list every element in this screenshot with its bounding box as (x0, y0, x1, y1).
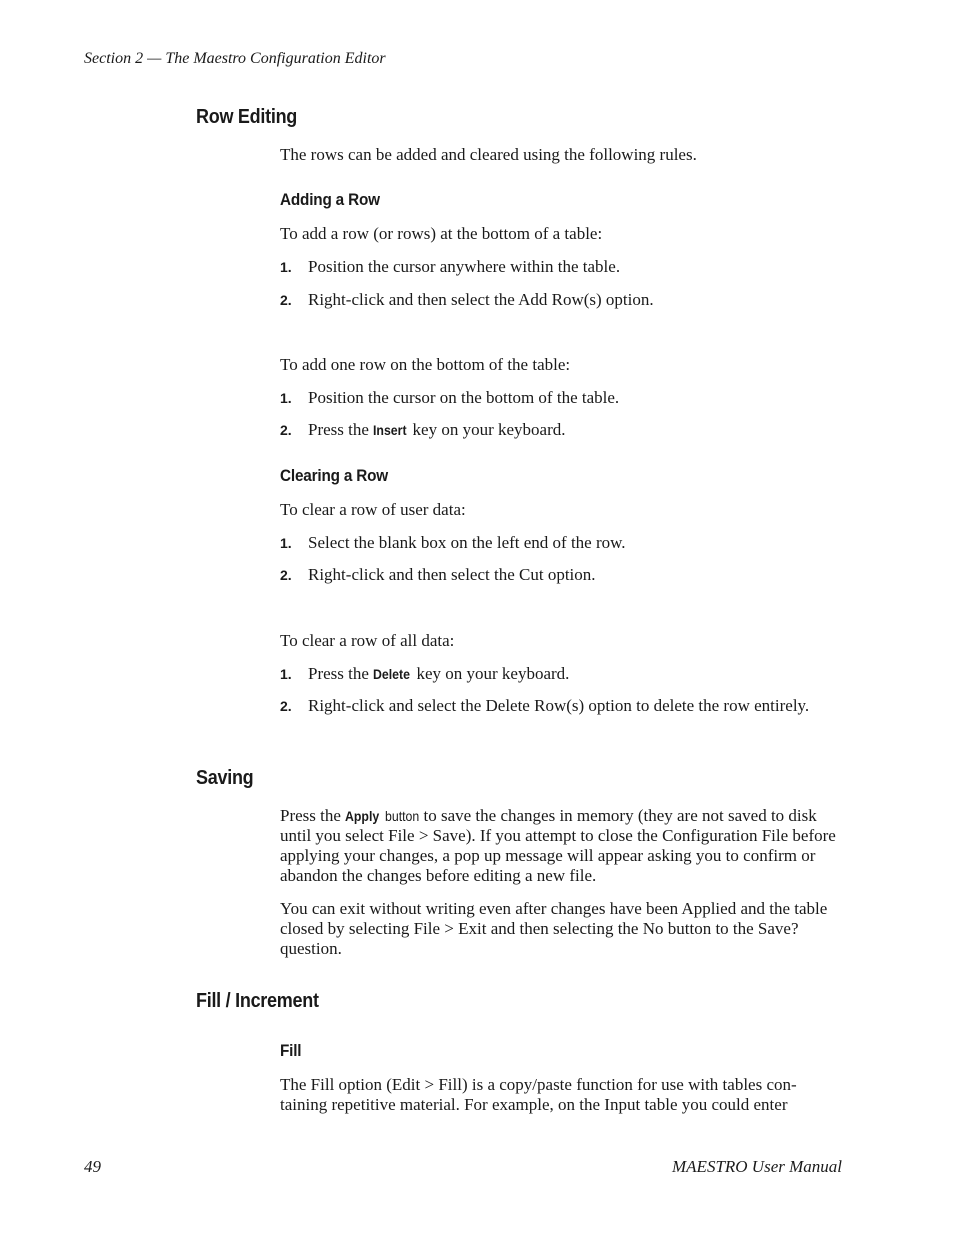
section-heading-row-editing: Row Editing (196, 106, 298, 128)
list-item (280, 290, 842, 310)
key-apply: Apply (345, 808, 380, 824)
saving-paragraph-2: You can exit without writing even after changes have been Applied and the table closed by selecting File > Exit and then selecting the No button to the Save? question. (280, 899, 828, 958)
list-item (280, 664, 842, 684)
clearing-lead-1: To clear a row of user data: (280, 500, 466, 519)
step-number: 1. (280, 666, 292, 682)
step-text (308, 420, 842, 440)
step-number: 1. (280, 390, 292, 406)
list-item (280, 257, 842, 277)
subheading-clearing-a-row: Clearing a Row (280, 466, 389, 485)
step-number: 2. (280, 292, 292, 308)
step-text: Right-click and then select the Cut option. (308, 565, 596, 584)
subheading-fill: Fill (280, 1041, 302, 1060)
saving-p1-post: to save the changes in memory (they are not saved to disk until you select File > Save). If you attempt to close the Configuration File before applying your changes, a pop up message will appear asking you to confirm or abandon the changes before editing a new file. (280, 806, 836, 885)
fill-paragraph: The Fill option (Edit > Fill) is a copy/paste function for use with tables con-taining repetitive material. For example, on the Input table you could enter (280, 1075, 797, 1114)
list-item (280, 420, 842, 440)
running-head: Section 2 — The Maestro Configuration Editor (84, 50, 386, 67)
section-heading-fill-increment: Fill / Increment (196, 990, 319, 1012)
step-number: 2. (280, 698, 292, 714)
step-text (308, 664, 842, 684)
step-number: 2. (280, 567, 292, 583)
clearing-lead-2: To clear a row of all data: (280, 631, 455, 650)
step-text: Position the cursor on the bottom of the table. (308, 388, 620, 407)
step-number: 1. (280, 535, 292, 551)
adding-lead-1: To add a row (or rows) at the bottom of a table: (280, 224, 603, 243)
page-number: 49 (84, 1157, 101, 1176)
saving-paragraph-1 (280, 806, 842, 886)
row-editing-intro: The rows can be added and cleared using the following rules. (280, 145, 697, 164)
section-heading-saving: Saving (196, 767, 254, 789)
subheading-adding-a-row: Adding a Row (280, 190, 380, 209)
step-text: Right-click and then select the Add Row(s) option. (308, 290, 654, 309)
step-text: Position the cursor anywhere within the table. (308, 257, 621, 276)
key-insert: Insert (373, 422, 407, 438)
list-item (280, 565, 842, 585)
list-item (280, 533, 842, 553)
step-text-post: key on your keyboard. (408, 420, 566, 439)
list-item (280, 388, 842, 408)
step-text: Select the blank box on the left end of the row. (308, 533, 626, 552)
step-number: 1. (280, 259, 292, 275)
key-delete: Delete (373, 666, 411, 682)
step-number: 2. (280, 422, 292, 438)
saving-p1-pre: Press the (280, 806, 346, 825)
list-item (280, 696, 842, 716)
step-text-pre: Press the (308, 420, 374, 439)
adding-lead-2: To add one row on the bottom of the table: (280, 355, 571, 374)
manual-title: MAESTRO User Manual (672, 1157, 842, 1176)
step-text: Right-click and select the Delete Row(s) option to delete the row entirely. (308, 696, 810, 715)
button-word: button (385, 808, 420, 824)
step-text-post: key on your keyboard. (412, 664, 570, 683)
step-text-pre: Press the (308, 664, 374, 683)
